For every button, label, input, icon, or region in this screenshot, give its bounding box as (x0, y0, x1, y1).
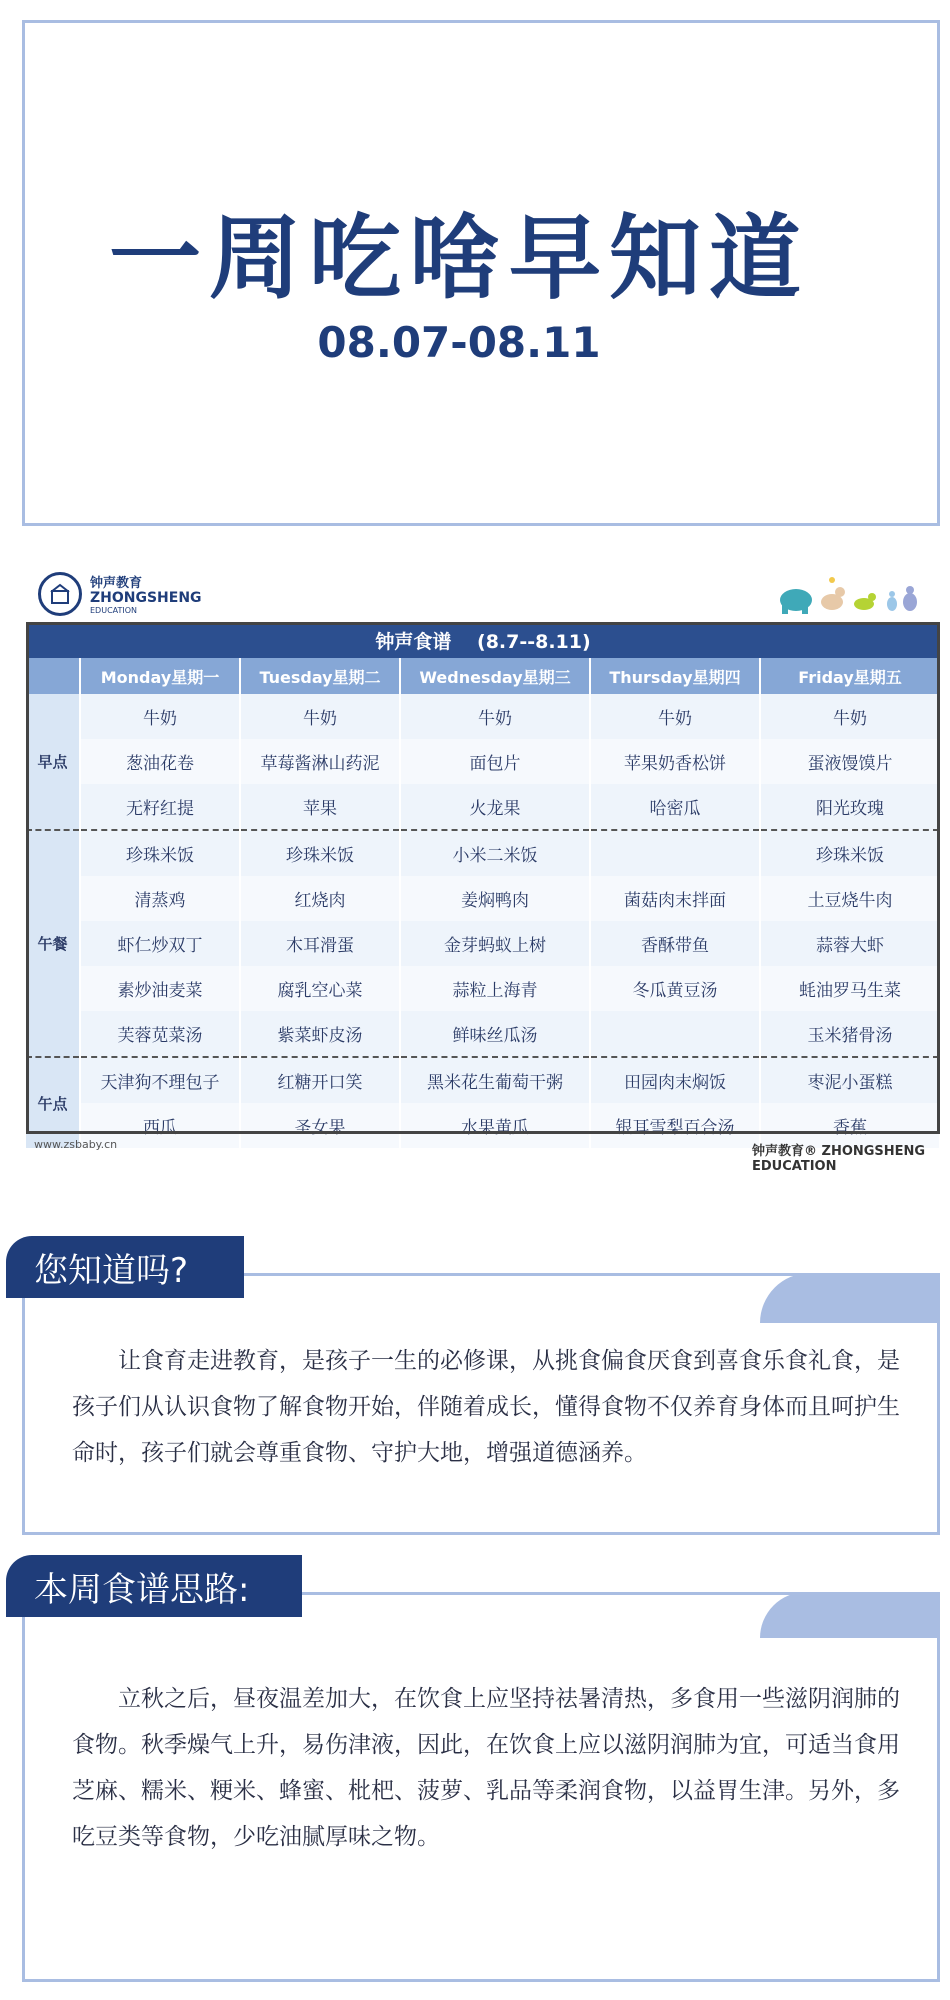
corner-decoration (760, 1273, 940, 1323)
menu-cell: 清蒸鸡 (80, 876, 240, 921)
menu-table (26, 622, 941, 1148)
header-day: Tuesday星期二 (240, 658, 400, 694)
menu-cell: 珍珠米饭 (240, 830, 400, 876)
menu-cell: 金芽蚂蚁上树 (400, 921, 590, 966)
menu-title: 钟声食谱 (8.7--8.11) (26, 622, 940, 658)
brand-name-en: ZHONGSHENG (90, 590, 202, 606)
menu-header-row (26, 658, 940, 694)
menu-cell: 腐乳空心菜 (240, 966, 400, 1011)
menu-cell: 水果黄瓜 (400, 1103, 590, 1148)
menu-cell: 银耳雪梨百合汤 (590, 1103, 760, 1148)
page-title: 一周吃啥早知道 (108, 205, 809, 312)
menu-cell: 蒜蓉大虾 (760, 921, 940, 966)
menu-cell: 葱油花卷 (80, 739, 240, 784)
meal-label: 午餐 (26, 830, 80, 1057)
section-paragraph: 让食育走进教育，是孩子一生的必修课，从挑食偏食厌食到喜食乐食礼食，是孩子们从认识食物了解食物开始，伴随着成长，懂得食物不仅养育身体而且呵护生命时，孩子们就会尊重食物、守护大地，增强道德涵养。 (72, 1348, 900, 1466)
section-tab: 本周食谱思路: (6, 1555, 302, 1617)
header-day: Friday星期五 (760, 658, 940, 694)
menu-image (22, 560, 940, 1174)
menu-cell: 姜焖鸭肉 (400, 876, 590, 921)
menu-cell: 珍珠米饭 (80, 830, 240, 876)
menu-cell: 牛奶 (240, 694, 400, 739)
menu-cell: 无籽红提 (80, 784, 240, 830)
header-day: Wednesday星期三 (400, 658, 590, 694)
footer-brand: 钟声教育® ZHONGSHENG EDUCATION (752, 1144, 926, 1174)
menu-cell: 枣泥小蛋糕 (760, 1057, 940, 1103)
meal-label: 早点 (26, 694, 80, 830)
section-paragraph: 立秋之后，昼夜温差加大，在饮食上应坚持祛暑清热，多食用一些滋阴润肺的食物。秋季燥气上升，易伤津液，因此，在饮食上应以滋阴润肺为宜，可适当食用芝麻、糯米、粳米、蜂蜜、枇杷、菠萝、乳品等柔润食物，以益胃生津。另外，多吃豆类等食物，少吃油腻厚味之物。 (72, 1686, 900, 1850)
table-row (26, 1011, 940, 1057)
menu-cell: 芙蓉苋菜汤 (80, 1011, 240, 1057)
menu-cell: 菌菇肉末拌面 (590, 876, 760, 921)
menu-cell: 西瓜 (80, 1103, 240, 1148)
table-row (26, 784, 940, 830)
menu-cell: 哈密瓜 (590, 784, 760, 830)
table-row (26, 876, 940, 921)
menu-cell: 牛奶 (80, 694, 240, 739)
animals-decoration-icon (774, 572, 924, 616)
website-url: www.zsbaby.cn (34, 1138, 118, 1151)
menu-cell: 玉米猪骨汤 (760, 1011, 940, 1057)
menu-cell: 土豆烧牛肉 (760, 876, 940, 921)
menu-cell: 苹果 (240, 784, 400, 830)
brand-name-cn: 钟声教育 (90, 576, 143, 591)
menu-cell: 草莓酱淋山药泥 (240, 739, 400, 784)
table-row (26, 830, 940, 876)
section-tab: 您知道吗? (6, 1236, 244, 1298)
menu-cell: 圣女果 (240, 1103, 400, 1148)
menu-cell: 阳光玫瑰 (760, 784, 940, 830)
menu-cell: 虾仁炒双丁 (80, 921, 240, 966)
header-day: Monday星期一 (80, 658, 240, 694)
menu-cell: 香蕉 (760, 1103, 940, 1148)
date-range: 08.07-08.11 (317, 318, 601, 367)
menu-cell: 火龙果 (400, 784, 590, 830)
menu-cell: 珍珠米饭 (760, 830, 940, 876)
menu-cell: 天津狗不理包子 (80, 1057, 240, 1103)
menu-cell: 蒜粒上海青 (400, 966, 590, 1011)
menu-cell: 面包片 (400, 739, 590, 784)
menu-cell: 牛奶 (760, 694, 940, 739)
menu-cell: 素炒油麦菜 (80, 966, 240, 1011)
meal-label: 午点 (26, 1057, 80, 1148)
table-row (26, 739, 940, 784)
menu-cell: 牛奶 (400, 694, 590, 739)
header-day: Thursday星期四 (590, 658, 760, 694)
table-row (26, 1057, 940, 1103)
menu-cell (590, 1011, 760, 1057)
menu-cell (590, 830, 760, 876)
menu-cell: 蛋液馒馍片 (760, 739, 940, 784)
menu-cell: 紫菜虾皮汤 (240, 1011, 400, 1057)
table-row (26, 966, 940, 1011)
brand-name-en-sub: EDUCATION (90, 606, 138, 615)
header-blank (26, 658, 80, 694)
corner-decoration (760, 1592, 940, 1638)
menu-cell: 木耳滑蛋 (240, 921, 400, 966)
menu-cell: 小米二米饭 (400, 830, 590, 876)
table-row (26, 921, 940, 966)
menu-cell: 田园肉末焖饭 (590, 1057, 760, 1103)
menu-cell: 牛奶 (590, 694, 760, 739)
menu-cell: 苹果奶香松饼 (590, 739, 760, 784)
menu-cell: 鲜味丝瓜汤 (400, 1011, 590, 1057)
logo-icon (38, 572, 82, 616)
menu-cell: 红糖开口笑 (240, 1057, 400, 1103)
menu-cell: 黑米花生葡萄干粥 (400, 1057, 590, 1103)
menu-cell: 红烧肉 (240, 876, 400, 921)
table-row (26, 694, 940, 739)
menu-cell: 蚝油罗马生菜 (760, 966, 940, 1011)
menu-cell: 香酥带鱼 (590, 921, 760, 966)
menu-cell: 冬瓜黄豆汤 (590, 966, 760, 1011)
